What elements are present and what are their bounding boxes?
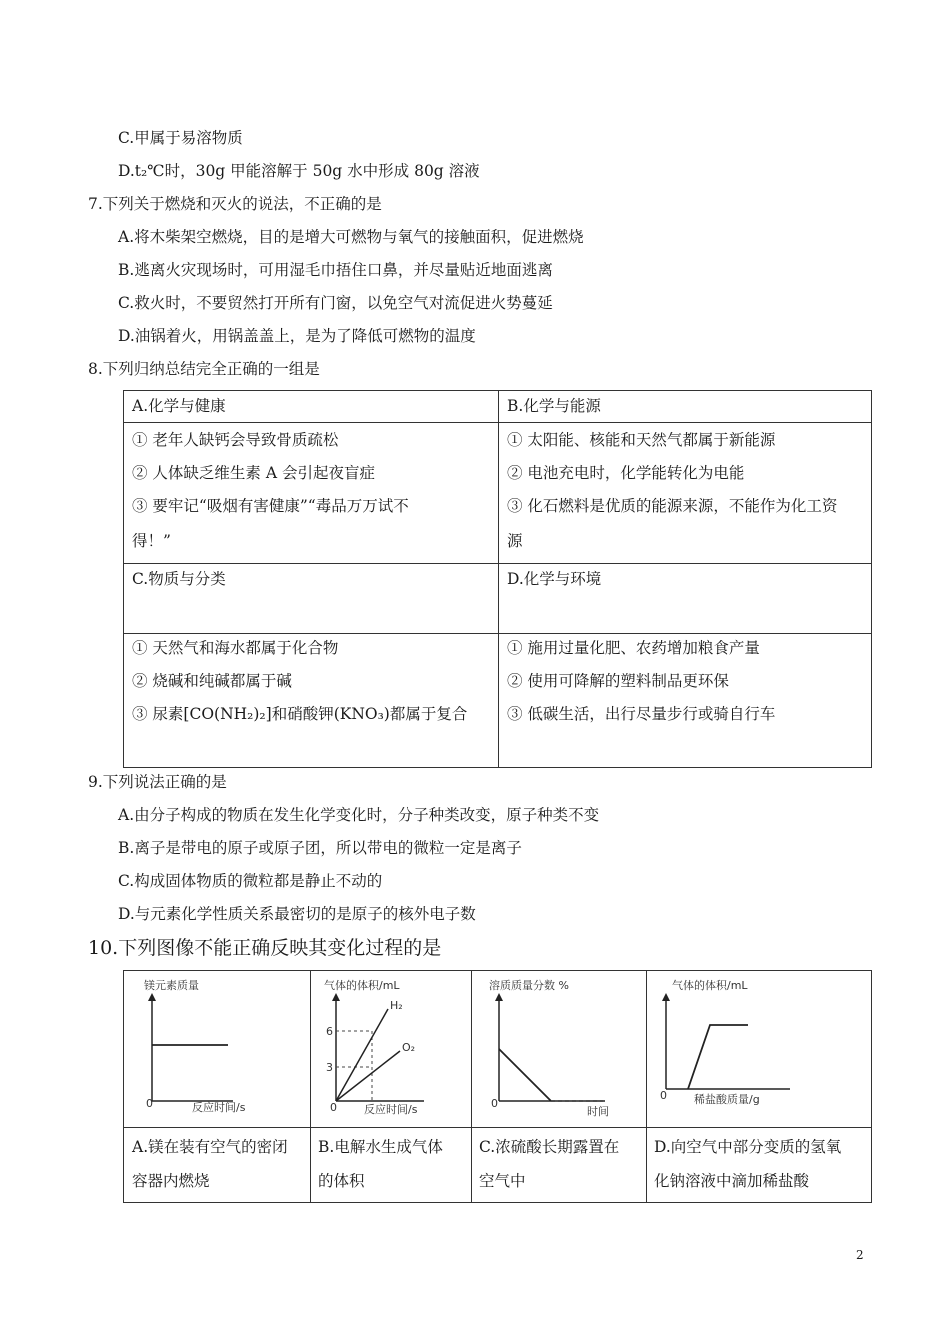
graph-c — [475, 973, 643, 1123]
graph-d-xlabel: 稀盐酸质量/g — [694, 1093, 760, 1106]
graph-a — [128, 973, 306, 1123]
table8-b3-cont: 源 — [507, 532, 523, 550]
q10-option-c-line2: 空气中 — [479, 1172, 526, 1190]
q10-option-b-line2: 的体积 — [318, 1172, 365, 1190]
graph-b-tick-6: 6 — [326, 1025, 333, 1038]
table8-a2: ② 人体缺乏维生素 A 会引起夜盲症 — [132, 464, 375, 482]
q6-option-c: C.甲属于易溶物质 — [118, 129, 243, 147]
table8-c1: ① 天然气和海水都属于化合物 — [132, 639, 339, 657]
q10-stem: 10.下列图像不能正确反映其变化过程的是 — [88, 937, 442, 959]
graph-d-origin: 0 — [660, 1089, 667, 1102]
q7-stem: 7.下列关于燃烧和灭火的说法，不正确的是 — [88, 195, 382, 213]
table8-b1: ① 太阳能、核能和天然气都属于新能源 — [507, 431, 776, 449]
graph-b-h2-line — [336, 1009, 388, 1101]
table8-c2: ② 烧碱和纯碱都属于碱 — [132, 672, 292, 690]
graph-c-xlabel: 时间 — [587, 1105, 609, 1118]
table8-a3-cont: 得！” — [132, 532, 171, 550]
q7-option-b: B.逃离火灾现场时，可用湿毛巾捂住口鼻，并尽量贴近地面逃离 — [118, 261, 553, 279]
graph-c-origin: 0 — [491, 1097, 498, 1110]
graph-a-xlabel: 反应时间/s — [192, 1101, 246, 1114]
graph-b-o2-label: O₂ — [402, 1041, 416, 1054]
graph-b-o2-line — [336, 1051, 400, 1101]
graph-b-h2-label: H₂ — [390, 999, 403, 1012]
graph-d-ylabel: 气体的体积/mL — [672, 979, 748, 992]
q10-option-c-line1: C.浓硫酸长期露置在 — [479, 1138, 620, 1156]
q8-table — [123, 390, 872, 768]
table8-b2: ② 电池充电时，化学能转化为电能 — [507, 464, 745, 482]
graph-a-origin: 0 — [146, 1097, 153, 1110]
q10-option-a-line1: A.镁在装有空气的密闭 — [132, 1138, 288, 1156]
q7-option-d: D.油锅着火，用锅盖盖上，是为了降低可燃物的温度 — [118, 327, 476, 345]
table8-a-title: A.化学与健康 — [132, 397, 226, 415]
q9-option-b: B.离子是带电的原子或原子团，所以带电的微粒一定是离子 — [118, 839, 522, 857]
table8-a1: ① 老年人缺钙会导致骨质疏松 — [132, 431, 339, 449]
graph-c-line — [499, 1049, 551, 1101]
q10-table — [123, 970, 872, 1203]
graph-d — [650, 973, 868, 1123]
page-number: 2 — [856, 1248, 864, 1262]
table8-a3: ③ 要牢记“吸烟有害健康”“毒品万万试不 — [132, 497, 409, 515]
q8-stem: 8.下列归纳总结完全正确的一组是 — [88, 360, 320, 378]
table8-c3: ③ 尿素[CO(NH₂)₂]和硝酸钾(KNO₃)都属于复合 — [132, 705, 468, 723]
q9-option-a: A.由分子构成的物质在发生化学变化时，分子种类改变，原子种类不变 — [118, 806, 600, 824]
q9-stem: 9.下列说法正确的是 — [88, 773, 227, 791]
table8-b3: ③ 化石燃料是优质的能源来源，不能作为化工资 — [507, 497, 838, 515]
q6-option-d: D.t₂℃时，30g 甲能溶解于 50g 水中形成 80g 溶液 — [118, 162, 480, 180]
graph-d-line — [688, 1025, 748, 1089]
graph-b-tick-3: 3 — [326, 1061, 333, 1074]
graph-b-xlabel: 反应时间/s — [364, 1103, 418, 1116]
q10-option-d-line2: 化钠溶液中滴加稀盐酸 — [654, 1172, 810, 1190]
q7-option-a: A.将木柴架空燃烧，目的是增大可燃物与氧气的接触面积，促进燃烧 — [118, 228, 584, 246]
q9-option-d: D.与元素化学性质关系最密切的是原子的核外电子数 — [118, 905, 476, 923]
graph-b-origin: 0 — [330, 1101, 337, 1114]
q9-option-c: C.构成固体物质的微粒都是静止不动的 — [118, 872, 383, 890]
graph-a-ylabel: 镁元素质量 — [144, 979, 199, 992]
table8-d1: ① 施用过量化肥、农药增加粮食产量 — [507, 639, 760, 657]
table8-b-title: B.化学与能源 — [507, 397, 601, 415]
table8-d3: ③ 低碳生活，出行尽量步行或骑自行车 — [507, 705, 776, 723]
graph-c-ylabel: 溶质质量分数 % — [489, 979, 569, 992]
q10-option-d-line1: D.向空气中部分变质的氢氧 — [654, 1138, 842, 1156]
table8-d2: ② 使用可降解的塑料制品更环保 — [507, 672, 729, 690]
q10-option-b-line1: B.电解水生成气体 — [318, 1138, 443, 1156]
q7-option-c: C.救火时，不要贸然打开所有门窗，以免空气对流促进火势蔓延 — [118, 294, 553, 312]
table8-c-title: C.物质与分类 — [132, 570, 226, 588]
table8-d-title: D.化学与环境 — [507, 570, 602, 588]
graph-b-ylabel: 气体的体积/mL — [324, 979, 400, 992]
q10-option-a-line2: 容器内燃烧 — [132, 1172, 210, 1190]
graph-b — [314, 973, 468, 1123]
